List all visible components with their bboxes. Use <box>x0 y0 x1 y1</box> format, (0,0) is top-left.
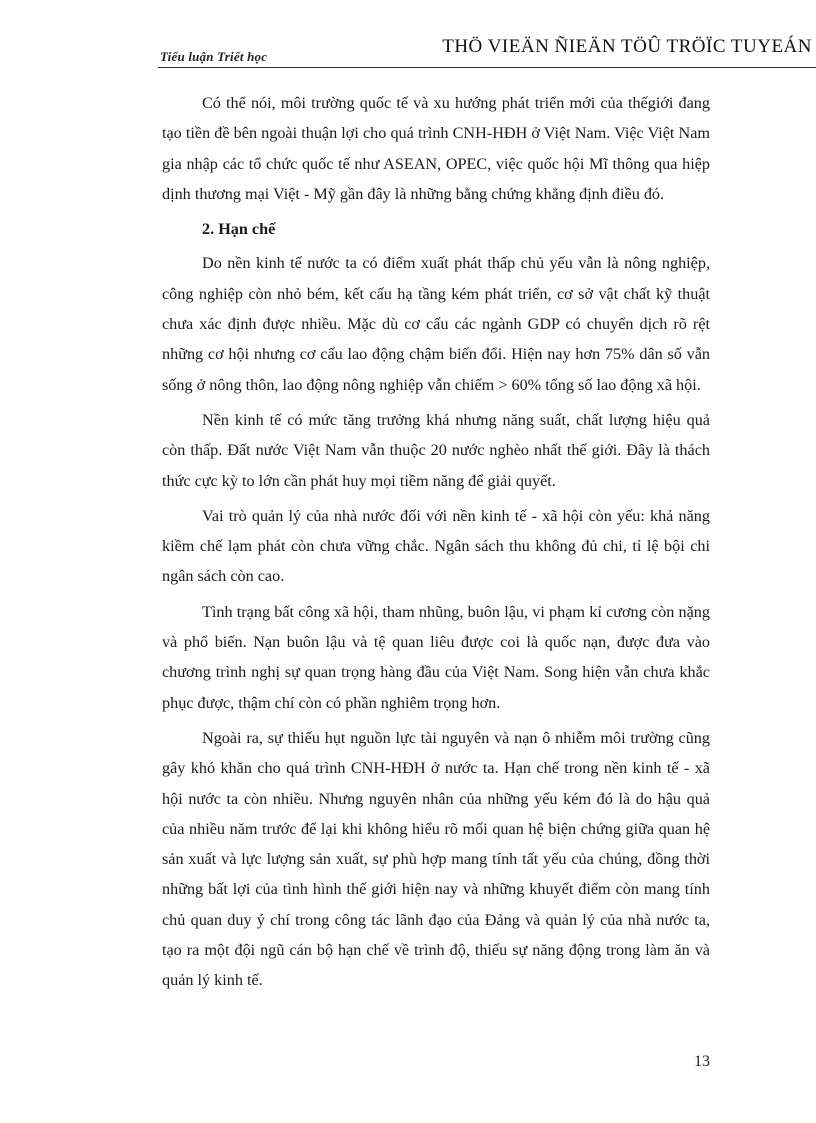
paragraph: Nền kinh tế có mức tăng trưởng khá nhưng năng suất, chất lượng hiệu quả còn thấp. Đất nước Việt Nam vẫn thuộc 20 nước nghèo nhất thế giới. Đây là thách thức cực kỳ to lớn cần phát huy mọi tiềm năng để giải quyết. <box>162 410 710 490</box>
document-body <box>162 88 710 1001</box>
paragraph: Do nền kinh tế nước ta có điểm xuất phát thấp chủ yếu vẫn là nông nghiệp, công nghiệp còn nhỏ bém, kết cấu hạ tầng kém phát triển, cơ sở vật chất kỹ thuật chưa xác định được nhiều. Mặc dù cơ cấu các ngành GDP có chuyển dịch rõ rệt những cơ hội nhưng cơ cấu lao động chậm biến đổi. Hiện nay hơn 75% dân số vẫn sống ở nông thôn, lao động nông nghiệp vẫn chiếm > 60% tổng số lao động xã hội. <box>162 254 710 394</box>
paragraph: Vai trò quản lý của nhà nước đối với nền kinh tế - xã hội còn yếu: khả năng kiềm chế lạm phát còn chưa vững chắc. Ngân sách thu không đủ chi, tỉ lệ bội chi ngân sách còn cao. <box>162 506 710 586</box>
library-banner: THÖ VIEÄN ÑIEÄN TÖÛ TRÖÏC TUYEÁN <box>442 36 812 57</box>
paragraph: Tình trạng bất công xã hội, tham nhũng, buôn lậu, vi phạm kỉ cương còn nặng và phổ biến. Nạn buôn lậu và tệ quan liêu được coi là quốc nạn, được đưa vào chương trình nghị sự quan trọng hàng đầu của Việt Nam. Song hiện vẫn chưa khắc phục được, thậm chí còn có phần nghiêm trọng hơn. <box>162 602 710 712</box>
section-heading: 2. Hạn chế <box>202 220 276 239</box>
page-number: 13 <box>694 1053 710 1070</box>
document-title: Tiểu luận Triết học <box>160 49 268 64</box>
paragraph: Ngoài ra, sự thiếu hụt nguồn lực tài nguyên và nạn ô nhiễm môi trường cũng gây khó khăn cho quá trình CNH-HĐH ở nước ta. Hạn chế trong nền kinh tế - xã hội nước ta còn nhiều. Nhưng nguyên nhân của những yếu kém đó là do hậu quả của nhiều năm trước để lại khi không hiểu rõ mối quan hệ biện chứng giữa quan hệ sản xuất và lực lượng sản xuất, sự phù hợp mang tính tất yếu của chúng, đồng thời những bất lợi của tình hình thế giới hiện nay và những khuyết điểm còn mang tính chủ quan duy ý chí trong công tác lãnh đạo của Đảng và quản lý của nhà nước ta, tạo ra một đội ngũ cán bộ hạn chế về trình độ, thiếu sự năng động trong làm ăn và quản lý kinh tế. <box>162 728 710 990</box>
header-divider <box>158 67 816 68</box>
paragraph-intro: Có thể nói, môi trường quốc tế và xu hướng phát triển mới của thếgiới đang tạo tiền đề bên ngoài thuận lợi cho quá trình CNH-HĐH ở Việt Nam. Việc Việt Nam gia nhập các tổ chức quốc tế như ASEAN, OPEC, việc quốc hội Mĩ thông qua hiệp dịnh thương mại Việt - Mỹ gần đây là những bằng chứng khẳng định điều đó. <box>162 94 710 203</box>
